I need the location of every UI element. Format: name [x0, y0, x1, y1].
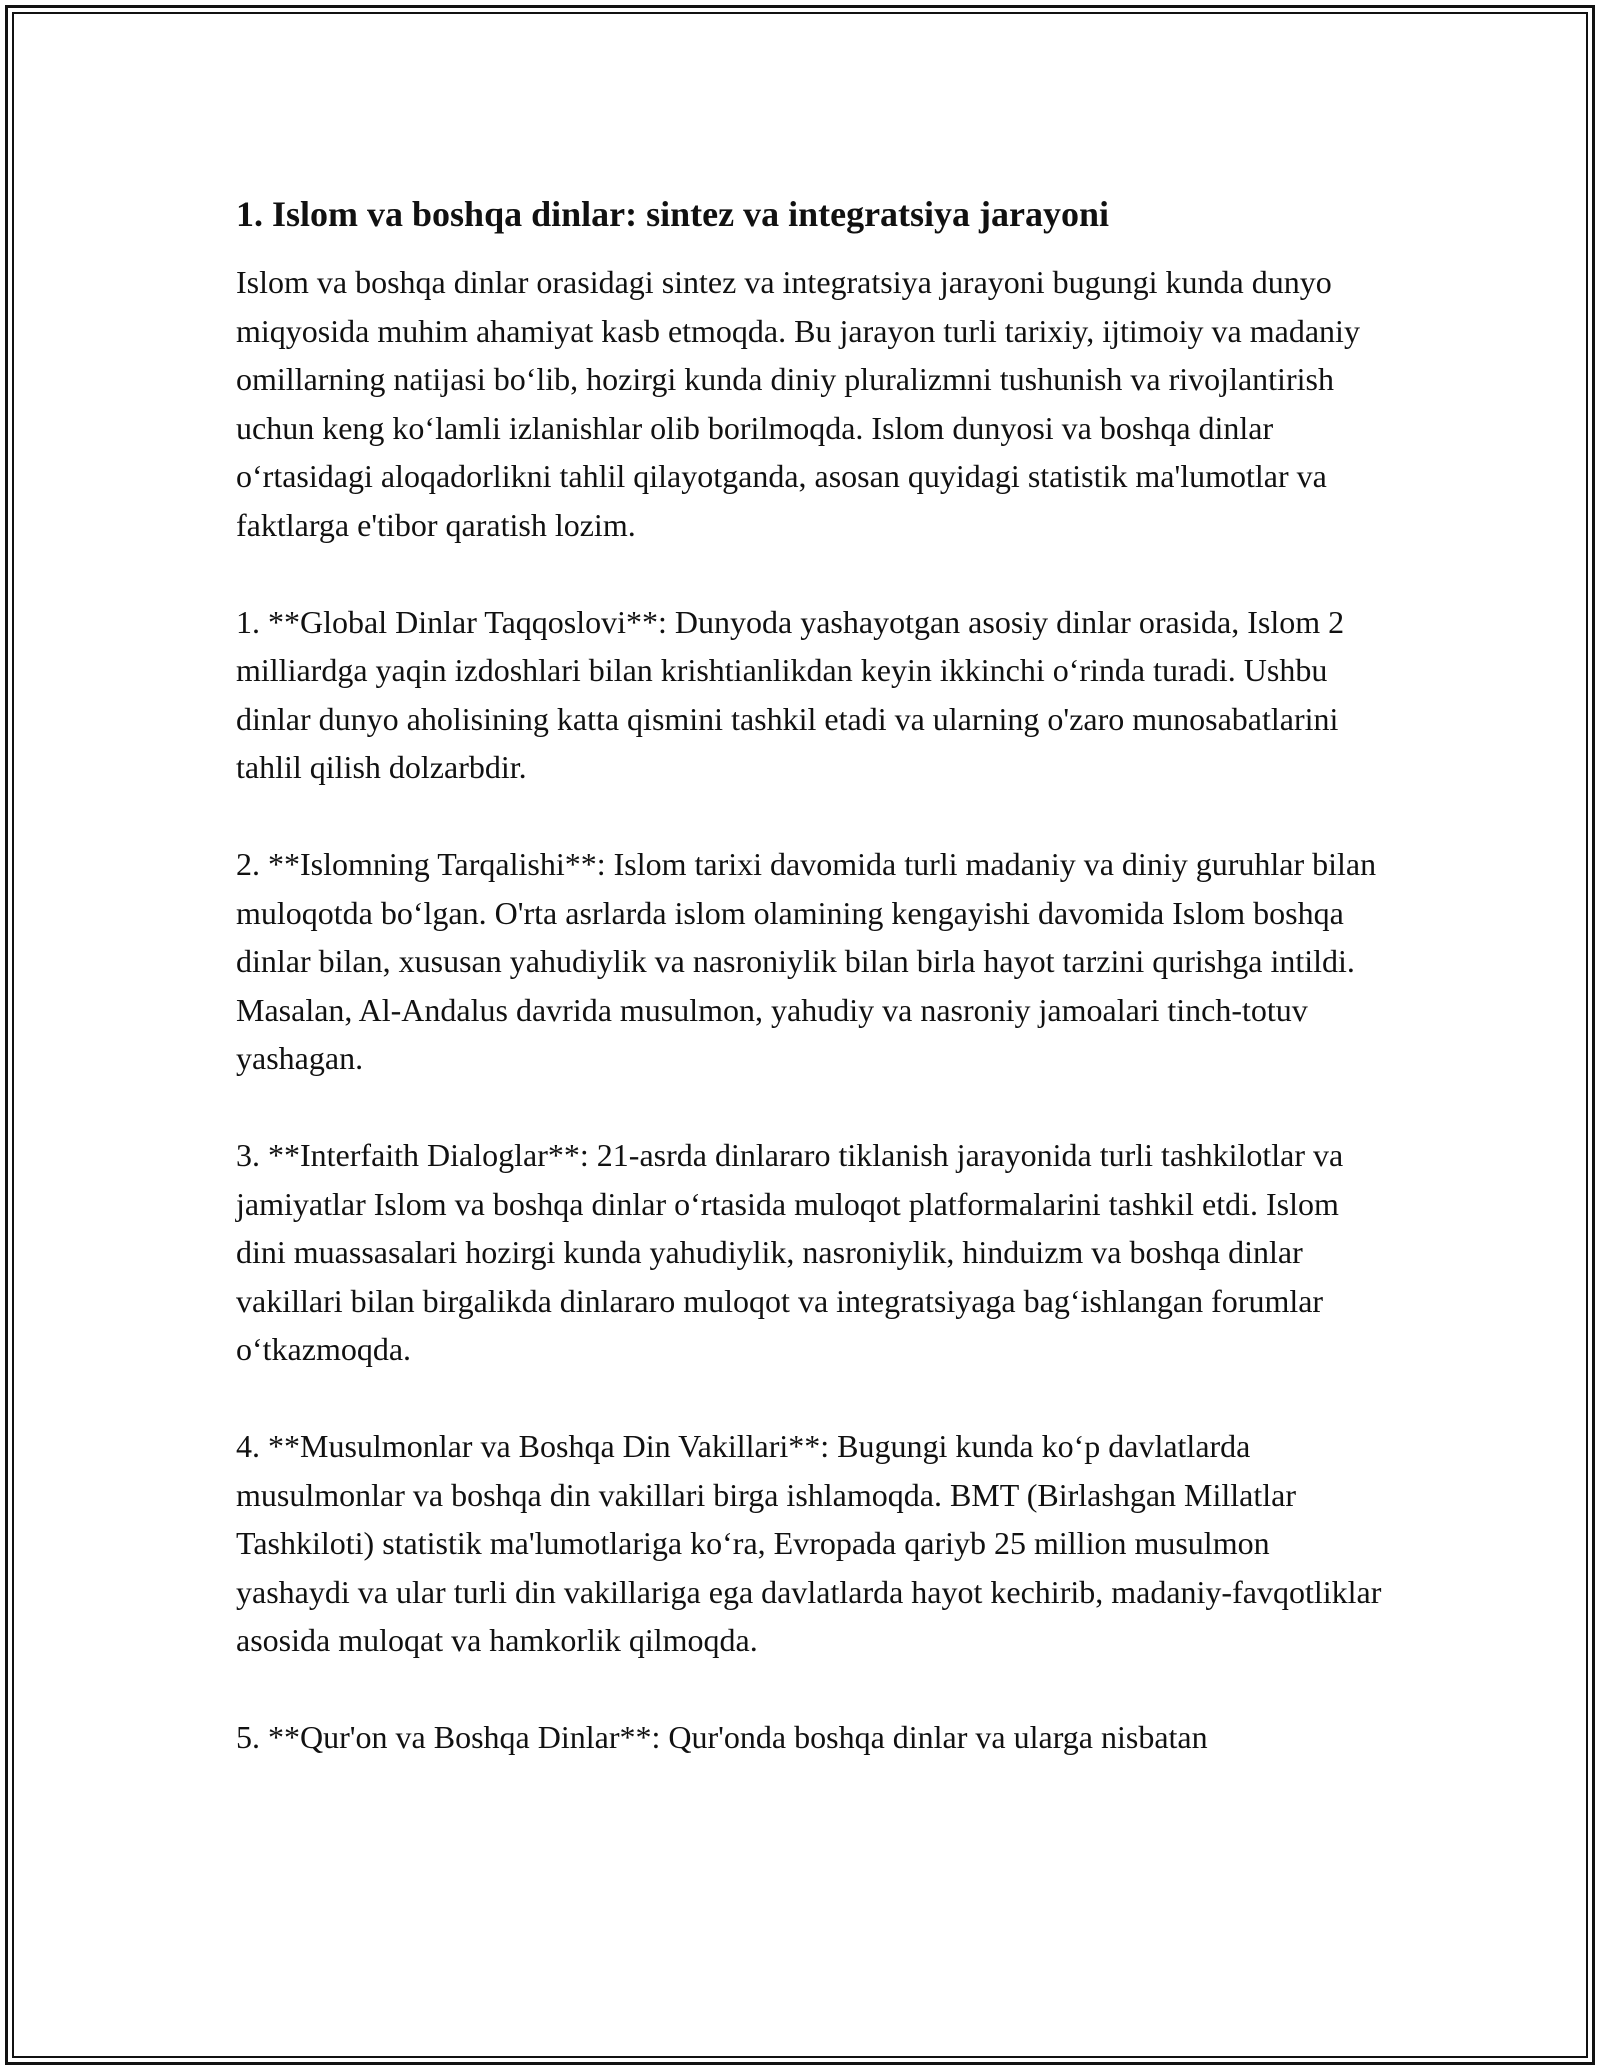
- section-heading: 1. Islom va boshqa dinlar: sintez va integratsiya jarayoni: [236, 194, 1110, 234]
- point-5-paragraph: 5. **Qur'on va Boshqa Dinlar**: Qur'onda boshqa dinlar va ularga nisbatan: [236, 1719, 1208, 1755]
- intro-paragraph: Islom va boshqa dinlar orasidagi sintez va integratsiya jarayoni bugungi kunda dunyo miqyosida muhim ahamiyat kasb etmoqda. Bu jarayon turli tarixiy, ijtimoiy va madaniy omillarning natijasi bo‘lib, hozirgi kunda diniy pluralizmni tushunish va rivojlantirish uchun keng ko‘lamli izlanishlar olib borilmoqda. Islom dunyosi va boshqa dinlar o‘rtasidagi aloqadorlikni tahlil qilayotganda, asosan quyidagi statistik ma'lumotlar va faktlarga e'tibor qaratish lozim.: [236, 264, 1360, 543]
- point-2-paragraph: 2. **Islomning Tarqalishi**: Islom tarixi davomida turli madaniy va diniy guruhlar bilan muloqotda bo‘lgan. O'rta asrlarda islom olamining kengayishi davomida Islom boshqa dinlar bilan, xususan yahudiylik va nasroniylik bilan birla hayot tarzini qurishga intildi. Masalan, Al-Andalus davrida musulmon, yahudiy va nasroniy jamoalari tinch-totuv yashagan.: [236, 846, 1377, 1076]
- point-4-paragraph: 4. **Musulmonlar va Boshqa Din Vakillari**: Bugungi kunda ko‘p davlatlarda musulmonlar va boshqa din vakillari birga ishlamoqda. BMT (Birlashgan Millatlar Tashkiloti) statistik ma'lumotlariga ko‘ra, Evropada qariyb 25 million musulmon yashaydi va ular turli din vakillariga ega davlatlarda hayot kechirib, madaniy-favqotliklar asosida muloqat va hamkorlik qilmoqda.: [236, 1428, 1382, 1658]
- document-body: [236, 188, 1386, 1762]
- point-3-paragraph: 3. **Interfaith Dialoglar**: 21-asrda dinlararo tiklanish jarayonida turli tashkilotlar va jamiyatlar Islom va boshqa dinlar o‘rtasida muloqot platformalarini tashkil etdi. Islom dini muassasalari hozirgi kunda yahudiylik, nasroniylik, hinduizm va boshqa dinlar vakillari bilan birgalikda dinlararo muloqot va integratsiyaga bag‘ishlangan forumlar o‘tkazmoqda.: [236, 1137, 1344, 1367]
- point-1-paragraph: 1. **Global Dinlar Taqqoslovi**: Dunyoda yashayotgan asosiy dinlar orasida, Islom 2 milliardga yaqin izdoshlari bilan krishtianlikdan keyin ikkinchi o‘rinda turadi. Ushbu dinlar dunyo aholisining katta qismini tashkil etadi va ularning o'zaro munosabatlarini tahlil qilish dolzarbdir.: [236, 603, 1345, 785]
